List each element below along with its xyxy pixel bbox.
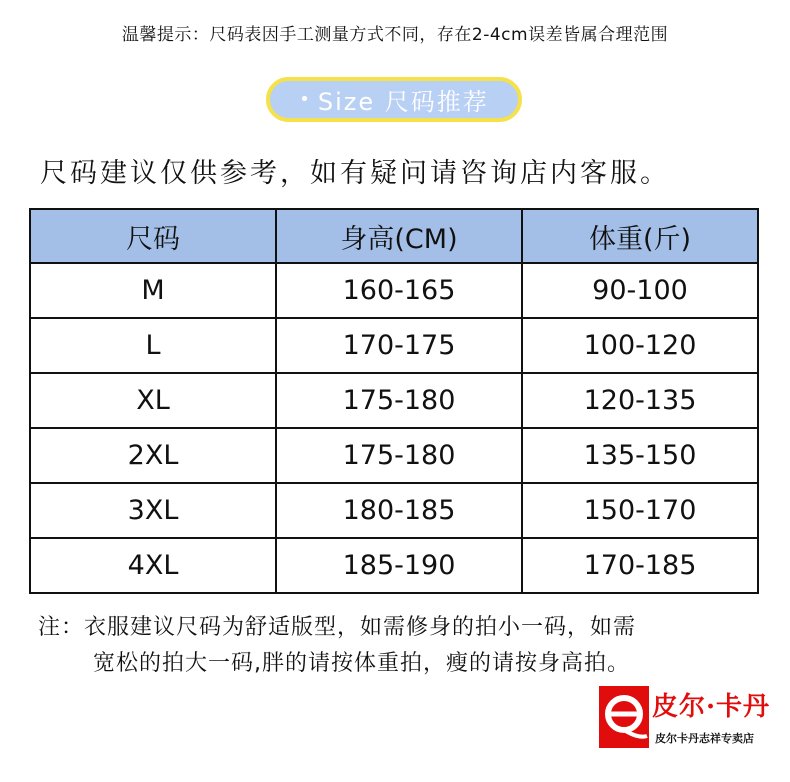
weight-cell: 170-185 [522, 538, 758, 593]
table-row [30, 263, 758, 318]
size-cell: M [30, 263, 276, 318]
height-cell: 175-180 [276, 373, 522, 428]
table-row [30, 483, 758, 538]
brand-name: 皮尔·卡丹 [652, 692, 771, 722]
header-height: 身高(CM) [276, 209, 522, 263]
badge-label: Size 尺码推荐 [317, 88, 489, 116]
footnote [38, 610, 636, 682]
header-weight: 体重(斤) [522, 209, 758, 263]
size-table [29, 208, 759, 594]
size-recommendation-badge [266, 77, 522, 122]
size-cell: 4XL [30, 538, 276, 593]
weight-cell: 150-170 [522, 483, 758, 538]
height-cell: 180-185 [276, 483, 522, 538]
weight-cell: 90-100 [522, 263, 758, 318]
table-row [30, 428, 758, 483]
brand-logo [597, 686, 782, 748]
intro-text: 尺码建议仅供参考，如有疑问请咨询店内客服。 [40, 158, 670, 189]
weight-cell: 100-120 [522, 318, 758, 373]
weight-cell: 135-150 [522, 428, 758, 483]
size-cell: 2XL [30, 428, 276, 483]
size-cell: 3XL [30, 483, 276, 538]
warm-tip: 温馨提示：尺码表因手工测量方式不同，存在2-4cm误差皆属合理范围 [121, 25, 669, 45]
table-row [30, 538, 758, 593]
table-header-row [30, 209, 758, 263]
height-cell: 170-175 [276, 318, 522, 373]
weight-cell: 120-135 [522, 373, 758, 428]
size-cell: XL [30, 373, 276, 428]
store-name: 皮尔卡丹志祥专卖店 [655, 732, 754, 745]
bullet-icon: • [299, 89, 310, 110]
table-row [30, 373, 758, 428]
footnote-line-1: 注：衣服建议尺码为舒适版型，如需修身的拍小一码，如需 [38, 615, 637, 640]
header-size: 尺码 [30, 209, 276, 263]
footnote-line-2: 宽松的拍大一码,胖的请按体重拍，瘦的请按身高拍。 [93, 651, 630, 676]
height-cell: 160-165 [276, 263, 522, 318]
height-cell: 175-180 [276, 428, 522, 483]
brand-emblem-icon [599, 686, 649, 748]
table-row [30, 318, 758, 373]
size-cell: L [30, 318, 276, 373]
height-cell: 185-190 [276, 538, 522, 593]
